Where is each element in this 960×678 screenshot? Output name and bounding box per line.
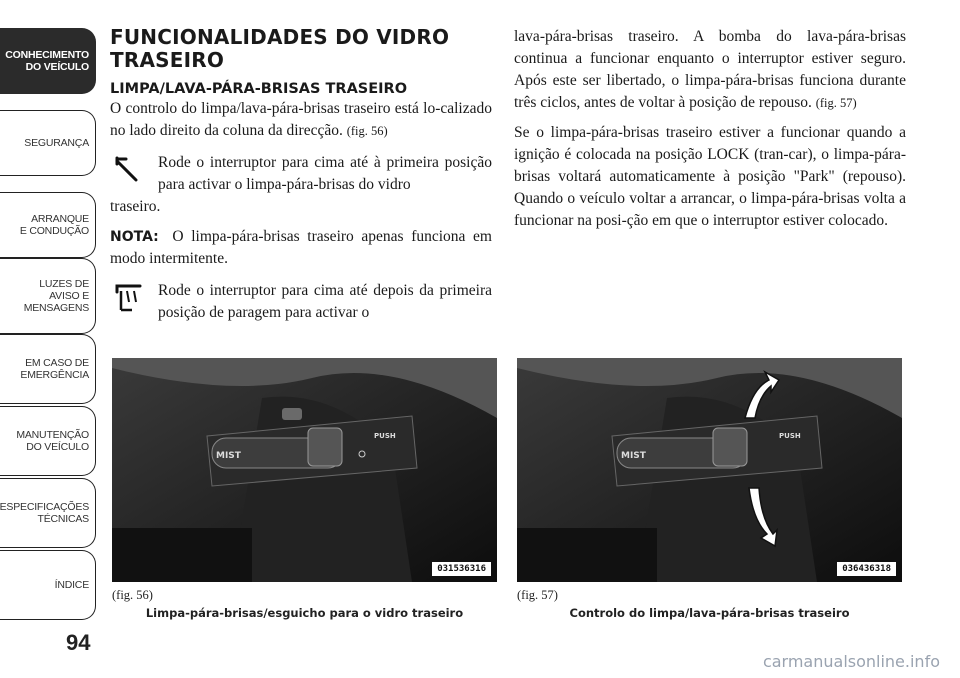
rotate-first-position-text: Rode o interruptor para cima até à primeira posição para activar o limpa-pára-brisas do vidro bbox=[158, 154, 492, 193]
washer-operation-text: lava-pára-brisas traseiro. A bomba do lava-pára-brisas continua a funcionar enquanto o interruptor estiver seguro. Após este ser libertado, o limpa-pára-brisas funciona durante três ciclos, antes de voltar à posição de repouso. bbox=[514, 28, 906, 111]
tab-arranque-e-conducao[interactable]: ARRANQUE E CONDUÇÃO bbox=[0, 192, 96, 258]
note-paragraph bbox=[110, 226, 492, 270]
figure-57-caption: Controlo do limpa/lava-pára-brisas traseiro bbox=[569, 606, 850, 620]
rotate-first-position-instruction bbox=[110, 152, 492, 218]
tab-indice[interactable]: ÍNDICE bbox=[0, 550, 96, 620]
stalk-mist-label: MIST bbox=[216, 451, 241, 461]
paragraph-location-text: O controlo do limpa/lava-pára-brisas traseiro está lo-calizado no lado direito da coluna da direcção. bbox=[110, 100, 492, 139]
figure-57-code: 036436318 bbox=[837, 562, 896, 576]
note-text: O limpa-pára-brisas traseiro apenas funciona em modo intermitente. bbox=[110, 228, 492, 267]
rotate-first-position-tail: traseiro. bbox=[110, 198, 161, 215]
tab-conhecimento-do-veiculo[interactable]: CONHECIMENTO DO VEÍCULO bbox=[0, 28, 96, 94]
figure-57-ref: (fig. 57) bbox=[517, 588, 558, 602]
figure-56-caption: Limpa-pára-brisas/esguicho para o vidro traseiro bbox=[145, 606, 464, 620]
stalk-mist-label: MIST bbox=[621, 451, 646, 461]
figure-56-ref: (fig. 56) bbox=[112, 588, 153, 602]
note-label: NOTA: bbox=[110, 229, 159, 245]
tab-especificacoes-tecnicas[interactable]: ESPECIFICAÇÕES TÉCNICAS bbox=[0, 478, 96, 548]
tab-manutencao-do-veiculo[interactable]: MANUTENÇÃO DO VEÍCULO bbox=[0, 406, 96, 476]
stalk-push-label: PUSH bbox=[779, 432, 801, 440]
tab-seguranca[interactable]: SEGURANÇA bbox=[0, 110, 96, 176]
lock-position-paragraph: Se o limpa-pára-brisas traseiro estiver a funcionar quando a ignição é colocada na posição LOCK (tran-car), o limpa-pára-brisas voltará automaticamente à posição "Park" (repouso). Quando o veículo voltar a arrancar, o limpa-pára-brisas volta a funcionar na posi-ção em que o interruptor estiver colocado. bbox=[514, 124, 906, 229]
section-title: FUNCIONALIDADES DO VIDRO TRASEIRO bbox=[110, 25, 450, 72]
washer-operation-paragraph bbox=[514, 26, 906, 114]
tab-luzes-de-aviso[interactable]: LUZES DE AVISO E MENSAGENS bbox=[0, 258, 96, 334]
watermark: carmanualsonline.info bbox=[762, 652, 940, 671]
section-subtitle: LIMPA/LAVA-PÁRA-BRISAS TRASEIRO bbox=[110, 81, 408, 97]
figure-56-code: 031536316 bbox=[432, 562, 491, 576]
right-column bbox=[514, 26, 906, 240]
paragraph-location bbox=[110, 98, 492, 142]
figure-56-photo bbox=[112, 358, 497, 582]
tab-em-caso-de-emergencia[interactable]: EM CASO DE EMERGÊNCIA bbox=[0, 334, 96, 404]
rear-washer-icon bbox=[114, 282, 144, 316]
left-column bbox=[110, 26, 492, 324]
fig-57-reference: (fig. 57) bbox=[815, 96, 857, 110]
stalk-push-label: PUSH bbox=[374, 432, 396, 440]
rotate-beyond-stop-text: Rode o interruptor para cima até depois da primeira posição de paragem para activar o bbox=[158, 282, 492, 321]
page-number: 94 bbox=[66, 630, 91, 655]
figure-57-photo bbox=[517, 358, 902, 582]
fig-56-reference: (fig. 56) bbox=[346, 124, 388, 138]
rear-wiper-icon bbox=[114, 154, 144, 188]
rotate-beyond-stop-instruction bbox=[110, 280, 492, 324]
